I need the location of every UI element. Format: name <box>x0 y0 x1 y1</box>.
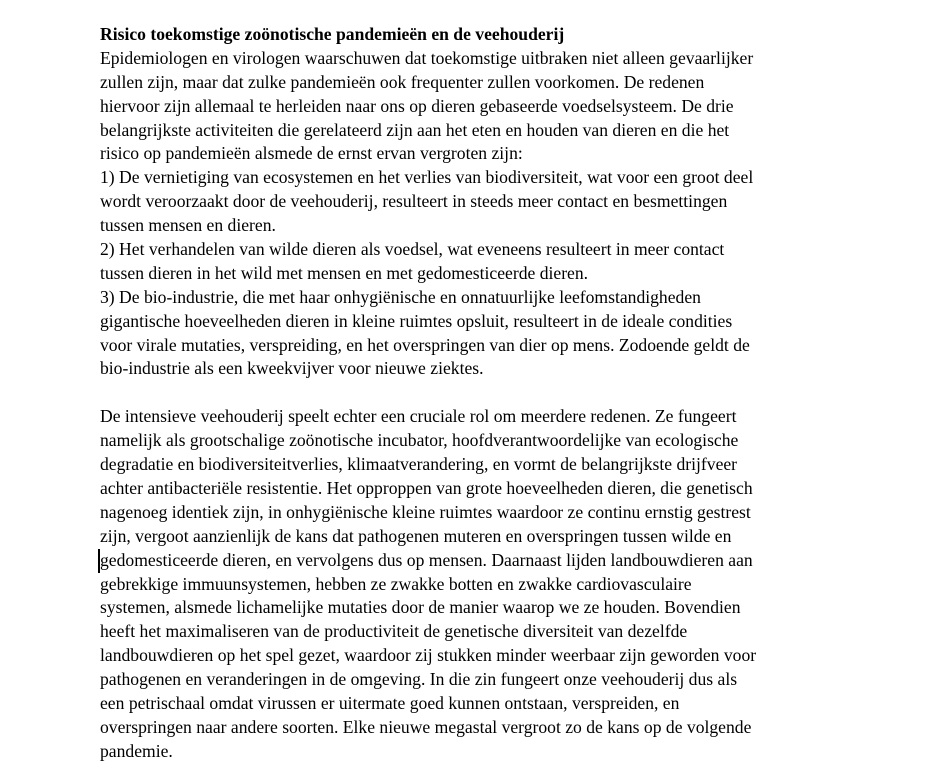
text-line: bio-industrie als een kweekvijver voor nieuwe ziektes. <box>100 358 484 379</box>
text-line: gigantische hoeveelheden dieren in kleine ruimtes opsluit, resulteert in de ideale condities <box>100 310 733 331</box>
text-line: systemen, alsmede lichamelijke mutaties door de manier waarop we ze houden. Bovendien <box>100 597 741 618</box>
text-line: 2) Het verhandelen van wilde dieren als voedsel, wat eveneens resulteert in meer contact <box>100 239 725 260</box>
text-line: belangrijkste activiteiten die gerelateerd zijn aan het eten en houden van dieren en die het <box>100 119 730 140</box>
text-line: zullen zijn, maar dat zulke pandemieën ook frequenter zullen voorkomen. De redenen <box>100 71 705 92</box>
text-line: zijn, vergoot aanzienlijk de kans dat pathogenen muteren en overspringen tussen wilde en <box>100 525 732 546</box>
text-line: gebrekkige immuunsystemen, hebben ze zwakke botten en zwakke cardiovasculaire <box>100 573 692 594</box>
text-line: een petrischaal omdat virussen er uitermate goed kunnen ontstaan, verspreiden, en <box>100 692 680 713</box>
text-line: namelijk als grootschalige zoönotische incubator, hoofdverantwoordelijke van ecologische <box>100 430 739 451</box>
text-line: De intensieve veehouderij speelt echter een cruciale rol om meerdere redenen. Ze fungeert <box>100 406 737 427</box>
document-title: Risico toekomstige zoönotische pandemieën en de veehouderij <box>100 24 565 44</box>
text-line: pathogenen en veranderingen in de omgeving. In die zin fungeert onze veehouderij dus als <box>100 669 738 690</box>
text-line: degradatie en biodiversiteitverlies, klimaatverandering, en vormt de belangrijkste drijfveer <box>100 454 738 475</box>
text-line: hiervoor zijn allemaal te herleiden naar ons op dieren gebaseerde voedselsysteem. De drie <box>100 95 734 116</box>
text-line: pandemie. <box>100 740 173 761</box>
text-line: gedomesticeerde dieren, en vervolgens dus op mensen. Daarnaast lijden landbouwdieren aan <box>100 549 753 570</box>
text-line: wordt veroorzaakt door de veehouderij, resulteert in steeds meer contact en besmettingen <box>100 191 728 212</box>
paragraph-item-1 <box>100 166 860 238</box>
text-cursor <box>98 549 100 573</box>
text-line: voor virale mutaties, verspreiding, en het overspringen van dier op mens. Zodoende geldt de <box>100 334 750 355</box>
text-line: tussen dieren in het wild met mensen en met gedomesticeerde dieren. <box>100 262 589 283</box>
text-line: tussen mensen en dieren. <box>100 215 276 236</box>
text-line: overspringen naar andere soorten. Elke nieuwe megastal vergroot zo de kans op de volgende <box>100 716 752 737</box>
text-line <box>100 381 860 405</box>
text-line: 1) De vernietiging van ecosystemen en het verlies van biodiversiteit, wat voor een groot deel <box>100 167 754 188</box>
text-line: landbouwdieren op het spel gezet, waardoor zij stukken minder weerbaar zijn geworden voor <box>100 645 757 666</box>
text-line: 3) De bio-industrie, die met haar onhygiënische en onnatuurlijke leefomstandigheden <box>100 286 701 307</box>
text-line: heeft het maximaliseren van de productiviteit de genetische diversiteit van dezelfde <box>100 621 688 642</box>
text-line: achter antibacteriële resistentie. Het opproppen van grote hoeveelheden dieren, die genetisch <box>100 477 753 498</box>
document-body <box>100 47 860 764</box>
paragraph-item-2 <box>100 238 860 286</box>
paragraph-intro <box>100 47 860 166</box>
text-line: nagenoeg identiek zijn, in onhygiënische kleine ruimtes waardoor ze continu ernstig gestrest <box>100 501 751 522</box>
paragraph-blank <box>100 381 860 405</box>
text-line: Epidemiologen en virologen waarschuwen dat toekomstige uitbraken niet alleen gevaarlijker <box>100 47 754 68</box>
paragraph-item-3 <box>100 286 860 382</box>
text-line: risico op pandemieën alsmede de ernst ervan vergroten zijn: <box>100 143 523 164</box>
document-page[interactable] <box>100 23 860 764</box>
paragraph-closing <box>100 405 860 763</box>
